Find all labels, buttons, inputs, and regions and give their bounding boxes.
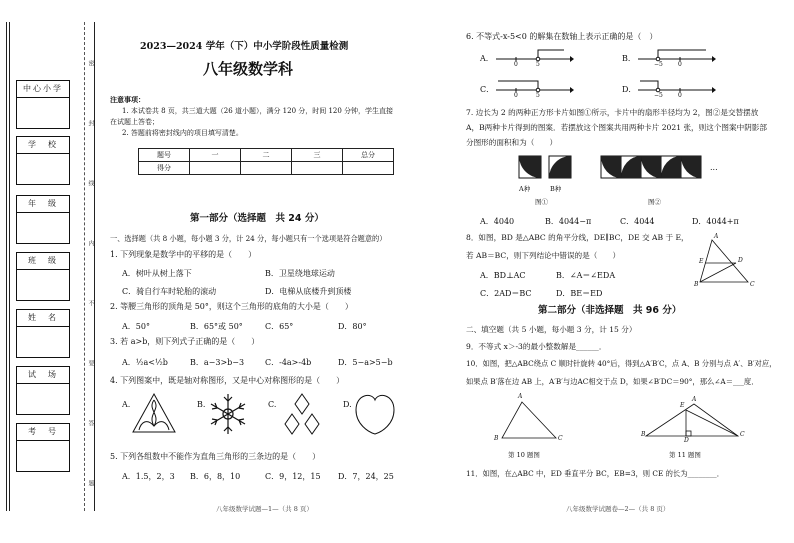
question-6: 6. 不等式-x-5<0 的解集在数轴上表示正确的是（ ） [466,32,658,41]
part2-title: 第二部分（非选择题 共 96 分） [538,305,682,316]
tick-label: −5 [654,92,663,99]
seal-char: 不 [87,300,94,306]
field-name[interactable] [16,309,70,358]
question-3: 3. 若 a>b，则下列式子正确的是（ ） [110,337,260,346]
field-label: 试 场 [17,367,69,384]
question-8-line2: 若 AB＝BC，则下列结论中错误的是（ ） [466,251,621,260]
seal-dashed-line [84,22,85,511]
field-blank[interactable] [17,98,69,128]
q3-option-c[interactable]: C．-4a>-4b [265,358,312,367]
q8-label-b: B [694,281,699,288]
q7-option-a[interactable]: A．4040 [480,217,515,226]
field-blank[interactable] [17,213,69,243]
q1-option-b[interactable]: B．卫星绕地球运动 [265,269,335,278]
seal-char: 题 [87,480,94,486]
q7-option-b[interactable]: B．4044−π [545,217,592,226]
field-blank[interactable] [17,154,69,184]
question-11: 11．如图，在△ABC 中，ED 垂直平分 BC，EB=3，则 CE 的长为________． [466,469,724,478]
q5-option-d[interactable]: D．7，24，25 [338,472,394,481]
score-cell: 一 [190,149,241,162]
q6-numberline-b-icon [636,44,716,70]
fig10-label-a: A [518,393,523,400]
q4-option-d[interactable]: D. [343,400,352,409]
q6-option-c[interactable]: C． [480,85,495,94]
field-exam-number[interactable] [16,423,70,472]
q5-option-c[interactable]: C．9，12，15 [265,472,321,481]
question-9: 9．不等式 x＞-3的最小整数解是______． [466,342,607,351]
q5-option-b[interactable]: B．6，8，10 [190,472,241,481]
section1-heading: 一、选择题（共 8 小题，每小题 3 分，计 24 分，每小题只有一个选项是符合题意的） [110,234,387,243]
score-cell: 三 [292,149,343,162]
q6-option-a[interactable]: A． [480,54,494,63]
exam-title: 2023—2024 学年（下）中小学阶段性质量检测 [140,41,349,52]
q1-option-c[interactable]: C．骑自行车时轮胎的滚动 [122,287,217,296]
card-b-label: B种 [550,185,562,193]
q8-option-a[interactable]: A．BD⊥AC [480,271,526,280]
margin-line [94,22,95,511]
fig11-label-b: B [641,431,646,438]
tick-label: 0 [678,61,682,68]
field-label: 考 号 [17,424,69,441]
q4-figure-d-heart-icon [352,392,398,436]
field-label: 中心小学 [17,81,69,98]
field-label: 姓 名 [17,310,69,327]
q6-numberline-a-icon [494,44,574,70]
q8-label-c: C [750,281,755,288]
question-8-line1: 8．如图，BD 是△ABC 的角平分线，DE∥BC，DE 交 AB 于 E， [466,233,689,242]
q8-triangle-figure-icon [694,233,758,290]
question-7-line3: 分图形的面积和为（ ） [466,138,558,147]
tick-label: 0 [678,92,682,99]
q8-label-d: D [738,257,743,264]
question-1: 1. 下列现象是数学中的平移的是（ ） [110,250,257,259]
fig10-triangle-icon [496,398,566,444]
notice-line: 2. 答题前将密封线内的项目填写清楚。 [122,129,243,137]
notice-line: 1. 本试卷共 8 页，共三道大题（26 道小题），满分 120 分，时间 120 分钟，学生直接 [122,107,394,115]
part1-title: 第一部分（选择题 共 24 分） [190,213,324,224]
field-blank[interactable] [17,384,69,414]
q4-option-b[interactable]: B. [197,400,206,409]
fig11-label-a: A [692,396,697,403]
score-table-score-row [139,162,394,175]
notice-line: 在试题上答卷； [110,118,159,126]
seal-char: 要 [87,360,94,366]
q6-option-b[interactable]: B． [622,54,636,63]
fig10-label-b: B [494,435,499,442]
fig11-label-d: D [684,437,689,444]
margin-line [6,22,7,511]
seal-char: 密 [87,60,94,66]
fig11-label-c: C [740,431,745,438]
q6-numberline-d-icon [636,75,716,101]
q3-option-d[interactable]: D．5−a>5−b [338,358,393,367]
field-label: 班 级 [17,253,69,270]
question-5: 5. 下列各组数中不能作为直角三角形的三条边的是（ ） [110,452,321,461]
q1-option-a[interactable]: A．树叶从树上落下 [122,269,192,278]
fig10-caption: 第 10 题图 [508,451,540,459]
score-cell: 二 [241,149,292,162]
question-7-line2: A，B两种卡片得到的图案．若摆放这个图案共用两种卡片 2021 张，则这个图案中阴影部 [466,123,767,132]
fig10-label-c: C [558,435,563,442]
figure-2-caption: 图② [648,198,661,206]
q2-option-a[interactable]: A．50° [122,322,150,331]
page-footer-left: 八年级数学试题—1—（共 8 页） [216,505,313,513]
field-label: 年 级 [17,196,69,213]
pattern-ellipsis: ... [710,163,718,172]
q6-numberline-c-icon [494,75,574,101]
q3-option-a[interactable]: A．½a<½b [122,358,168,367]
seal-char: 内 [87,240,94,246]
q4-figure-b-snowflake-icon [206,391,250,437]
seal-char: 线 [87,180,94,186]
score-cell: 总分 [343,149,394,162]
score-table-header-row [139,149,394,162]
q8-option-d[interactable]: D．BE＝ED [556,289,603,298]
fig11-triangle-icon [642,400,742,440]
figure-1-caption: 图① [535,198,548,206]
field-grade[interactable] [16,195,70,244]
section2-heading: 二、填空题（共 5 小题，每小题 3 分，计 15 分） [466,325,637,334]
score-table [138,148,394,175]
seal-char: 答 [87,420,94,426]
q4-figure-c-diamonds-icon [278,392,326,436]
q4-option-a[interactable]: A. [122,400,131,409]
score-input-cell[interactable] [190,162,241,175]
q2-option-c[interactable]: C．65° [265,322,294,331]
score-input-cell[interactable] [343,162,394,175]
notice-heading: 注意事项： [110,95,145,104]
question-10-line2: 如果点 B′落在边 AB 上，A′B′与边AC相交于点 D，如果∠B′DC＝90°，那么∠A＝___度． [466,377,759,386]
q4-option-c[interactable]: C. [268,400,277,409]
page-footer-right: 八年级数学试题卷—2—（共 8 页） [566,505,670,513]
seal-char: 封 [87,120,94,126]
tick-label: −5 [654,61,663,68]
score-cell: 题号 [139,149,190,162]
margin-line [9,22,10,511]
field-exam-room[interactable] [16,366,70,415]
field-label: 学 校 [17,137,69,154]
field-blank[interactable] [17,327,69,357]
field-blank[interactable] [17,441,69,471]
q2-option-d[interactable]: D．80° [338,322,367,331]
field-center-school[interactable] [16,80,70,129]
q8-option-b[interactable]: B．∠A＝∠EDA [556,271,616,280]
field-blank[interactable] [17,270,69,300]
tick-label: 5 [536,92,540,99]
score-input-cell[interactable] [241,162,292,175]
q6-option-d[interactable]: D． [622,85,637,94]
q7-pattern-icon [599,154,709,180]
question-10-line1: 10．如图，把△ABC绕点 C 顺时针旋转 40°后，得到△A′B′C，点 A、B 分别与点 A′、B′对应， [466,359,777,368]
question-7-line1: 7. 边长为 2 的两种正方形卡片如图①所示，卡片中的扇形半径均为 2，图②是交替摆放 [466,108,759,117]
q4-figure-a-icon [131,392,177,436]
q8-option-c[interactable]: C．2AD＝BC [480,289,532,298]
score-cell: 得分 [139,162,190,175]
fig11-caption: 第 11 题图 [669,451,701,459]
q3-option-b[interactable]: B．a−3>b−3 [190,358,245,367]
binding-margin [0,0,100,543]
tick-label: 5 [536,61,540,68]
tick-label: 0 [514,92,518,99]
tick-label: 0 [514,61,518,68]
q8-label-a: A [714,233,719,240]
question-4: 4. 下列图案中，既是轴对称图形，又是中心对称图形的是（ ） [110,376,345,385]
question-2: 2. 等腰三角形的顶角是 50°，则这个三角形的底角的大小是（ ） [110,302,353,311]
q7-cards-ab-icon [517,154,577,180]
field-class[interactable] [16,252,70,301]
subject-title: 八年级数学科 [203,60,294,78]
q1-option-d[interactable]: D．电梯从底楼升到顶楼 [265,287,352,296]
q5-option-a[interactable]: A．1.5，2，3 [122,472,175,481]
q7-option-d[interactable]: D．4044+π [692,217,739,226]
q2-option-b[interactable]: B．65°或 50° [190,322,243,331]
card-a-label: A种 [519,185,531,193]
q8-label-e: E [699,258,704,265]
fig11-label-e: E [680,402,685,409]
score-input-cell[interactable] [292,162,343,175]
field-school[interactable] [16,136,70,185]
q7-option-c[interactable]: C．4044 [620,217,655,226]
